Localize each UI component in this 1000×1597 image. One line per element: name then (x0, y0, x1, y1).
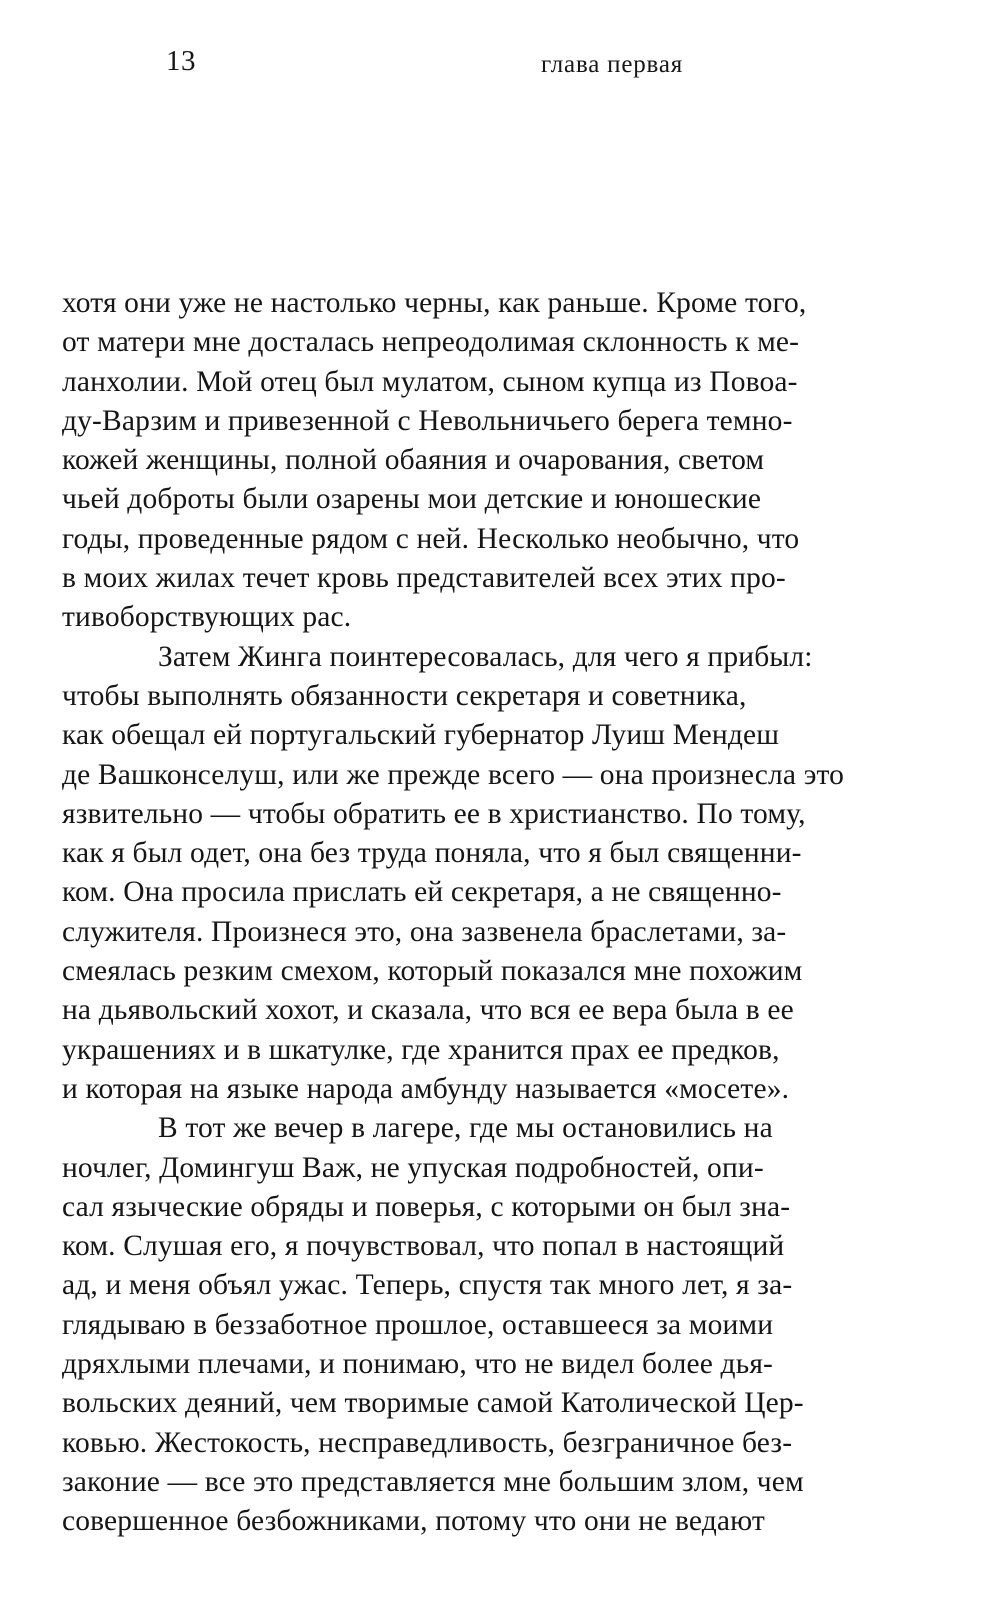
text-line: ком. Слушая его, я почувствовал, что попал в настоящий (62, 1230, 785, 1263)
paragraph-first-line: Затем Жинга поинтересовалась, для чего я прибыл: (158, 640, 813, 673)
text-line: украшениях и в шкатулке, где хранится прах ее предков, (62, 1033, 780, 1066)
text-line: ночлег, Домингуш Важ, не упуская подробностей, опи- (62, 1151, 764, 1184)
text-line: хотя они уже не настолько черны, как раньше. Кроме того, (62, 287, 807, 319)
paragraph-first-line: В тот же вечер в лагере, где мы остановились на (158, 1112, 773, 1145)
text-line: вольских деяний, чем творимые самой Католической Цер- (62, 1387, 804, 1420)
page-number: 13 (166, 45, 196, 77)
text-line: чтобы выполнять обязанности секретаря и советника, (62, 679, 747, 712)
body-text (62, 284, 942, 1542)
text-line: годы, проведенные рядом с ней. Несколько необычно, что (62, 522, 800, 555)
text-line: чьей доброты были озарены мои детские и юношеские (62, 483, 762, 516)
text-line: язвительно — чтобы обратить ее в христианство. По тому, (62, 797, 806, 830)
text-line: дряхлыми плечами, и понимаю, что не видел более дья- (62, 1348, 774, 1381)
text-line: на дьявольский хохот, и сказала, что вся ее вера была в ее (62, 994, 794, 1027)
text-line: как обещал ей португальский губернатор Луиш Мендеш (62, 719, 780, 752)
text-line: сал языческие обряды и поверья, с которыми он был зна- (62, 1190, 791, 1223)
text-line: де Вашконселуш, или же прежде всего — она произнесла это (62, 758, 845, 791)
text-line: служителя. Произнеся это, она зазвенела браслетами, за- (62, 915, 787, 948)
text-line: и которая на языке народа амбунду называется «мосете». (62, 1072, 790, 1105)
text-line: тивоборствующих рас. (62, 601, 352, 634)
text-line: ковью. Жестокость, несправедливость, безграничное без- (62, 1426, 793, 1459)
running-head: глава первая (541, 51, 684, 78)
text-line: совершенное безбожниками, потому что они не ведают (62, 1505, 765, 1538)
text-line: глядываю в беззаботное прошлое, оставшееся за моими (62, 1308, 774, 1341)
text-line: смеялась резким смехом, который показался мне похожим (62, 955, 803, 988)
text-line: ком. Она просила прислать ей секретаря, а не священно- (62, 876, 782, 909)
text-line: ду-Варзим и привезенной с Невольничьего берега темно- (62, 404, 793, 437)
text-line: кожей женщины, полной обаяния и очарования, светом (62, 444, 765, 477)
text-line: ланхолии. Мой отец был мулатом, сыном купца из Повоа- (62, 365, 798, 398)
text-line: законие — все это представляется мне большим злом, чем (62, 1465, 804, 1498)
text-line: как я был одет, она без труда поняла, что я был священни- (62, 837, 802, 870)
text-line: от матери мне досталась непреодолимая склонность к ме- (62, 326, 800, 359)
text-line: в моих жилах течет кровь представителей всех этих про- (62, 562, 786, 595)
text-line: ад, и меня объял ужас. Теперь, спустя так много лет, я за- (62, 1269, 793, 1302)
